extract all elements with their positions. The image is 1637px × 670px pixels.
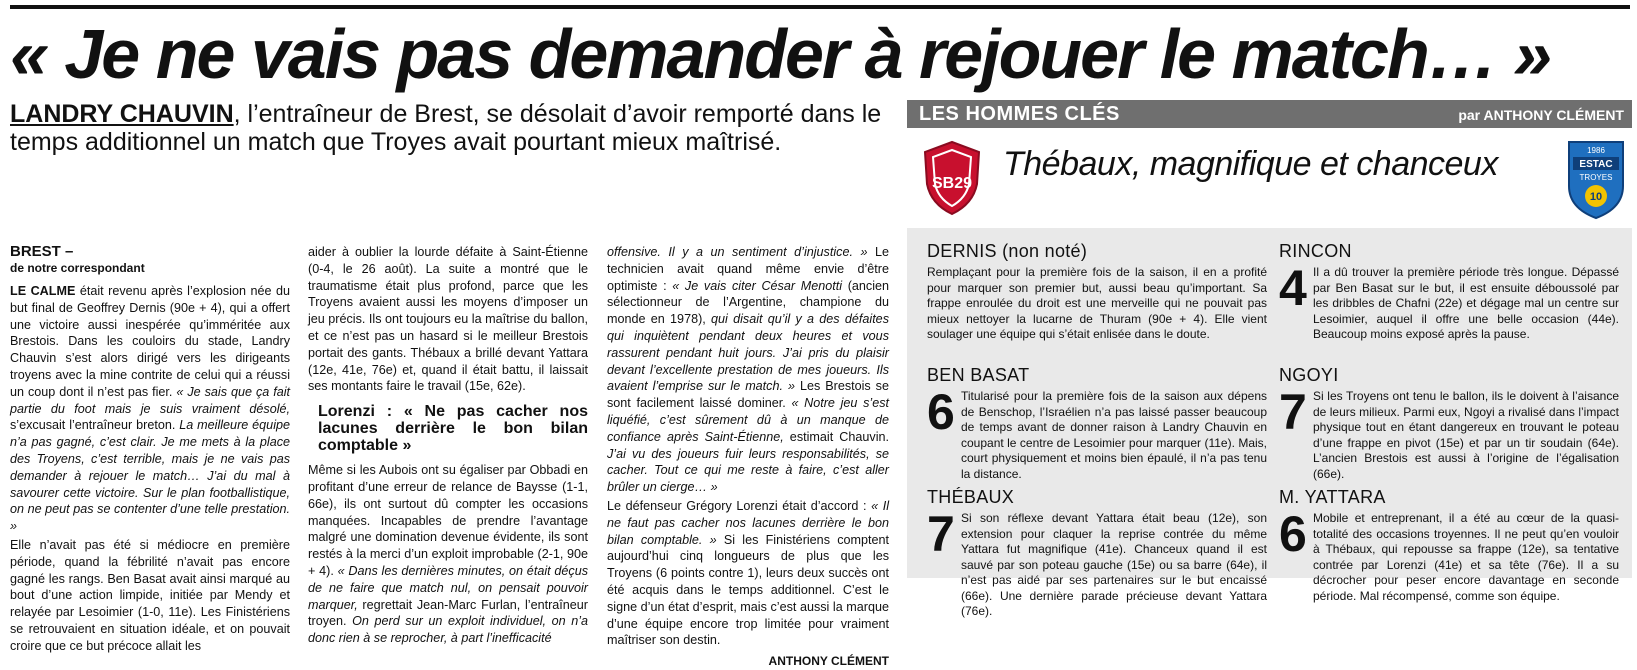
player-grade: 7 xyxy=(927,506,955,562)
paragraph xyxy=(308,462,588,647)
player-text: Il a dû trouver la première période très longue. Dépassé par Ben Basat sur le but, il est ensuite déboussolé par les dribbles de Chafni (22e) et dégage mal un centre sur Lesoimier, auquel il offre une belle occasion (44e). Beaucoup moins exposé après la pause. xyxy=(1313,265,1619,341)
player-name: RINCON xyxy=(1279,241,1352,261)
article-byline: ANTHONY CLÉMENT xyxy=(768,654,889,669)
player-body xyxy=(927,265,1267,343)
player-grade: 4 xyxy=(1279,260,1307,316)
key-players-panel xyxy=(907,100,1632,618)
player-grade: 7 xyxy=(1279,384,1307,440)
article-subhead: Lorenzi : « Ne pas cacher nos lacunes derrière le bon bilan comptable » xyxy=(318,403,588,455)
article-column-1 xyxy=(10,283,290,657)
dateline-correspondent: de notre correspondant xyxy=(10,261,145,275)
player-name: NGOYI xyxy=(1279,365,1339,385)
player-grade: 6 xyxy=(1279,506,1307,562)
player-name: DERNIS (non noté) xyxy=(927,241,1088,261)
quote: offensive. Il y a un sentiment d’injustice. » xyxy=(607,245,868,259)
text-run: s’excusait l’entraîneur breton. xyxy=(10,418,180,433)
lead-in: LE CALME xyxy=(10,284,76,298)
player-text: Remplaçant pour la première fois de la saison, il en a profité pour marquer son premier but, aussi beau qu’important. Sa frappe enroulée du droit est une merveille qui ne pouvait pas mieux nettoyer la lucarne de Thuram (90e + 4). Elle vient soulager une équipe qui s’était enlisée dans le doute. xyxy=(927,265,1267,341)
dateline xyxy=(10,244,290,276)
text-run: regrettait Jean-Marc Furlan, l’entraîneur troyen. xyxy=(308,597,588,629)
crest-left-text: SB29 xyxy=(931,175,973,192)
article-deck xyxy=(10,100,890,156)
player-body xyxy=(927,384,1267,482)
player-text: Si son réflexe devant Yattara était beau (12e), son extension pour claquer la reprise contrée du même Yattara fut magnifique (41e). Chanceux quand il est sauvé par son poteau gauche (15e) ou sa barre (64e), il n’est pas aidé par ses partenaires sur le but encaissé (66e). Une dernière parade précieuse devant Yattara (76e). xyxy=(961,511,1267,618)
paragraph xyxy=(10,283,290,535)
player-card xyxy=(927,240,1267,343)
quote: « Dans les dernières minutes, on était déçus de ne faire que match nul, on pensait pouvoir marquer, xyxy=(308,563,588,612)
quote: « Notre jeu s’est liquéfié, c’est sûrement dû à un manque de confiance après Saint-Étienne, xyxy=(607,396,890,444)
player-card xyxy=(1279,486,1619,604)
text-run: (ancien sélectionneur de l’Argentine, champione du monde en 1978), xyxy=(607,278,889,327)
dateline-place: BREST – xyxy=(10,243,74,260)
player-grade: 6 xyxy=(927,384,955,440)
deck-text: , l’entraîneur de Brest, se désolait d’avoir remporté dans le temps additionnel un match que Troyes avait pourtant mieux maîtrisé. xyxy=(10,100,882,156)
player-text: Si les Troyens ont tenu le ballon, ils le doivent à l’aisance de leurs milieux. Parmi eux, Ngoyi a rivalisé dans l’impact physique tout en étant dangereux en trouvant le poteau d’une frappe en pivot (15e) et par un tir soudain (64e). L’ancien Brestois est aussi à l’origine de l’égalisation (66e). xyxy=(1313,389,1619,481)
quote: J’ai vu des joueurs fuir leurs responsabilités, se cacher. Tout ce qui me reste à faire, c’est aller brûler un cierge… » xyxy=(607,446,889,495)
deck-subject: LANDRY CHAUVIN xyxy=(10,100,234,128)
text-run: était revenu après l’explosion née du but final de Geoffrey Dernis (90e + 4), qui a offert une victoire aussi inespérée qu’imméritée aux Brestois. Dans les couloirs du stade, Landry Chauvin s’est alors dirigé vers les dirigeants troyens avec la mine contrite de celui qui a réussi un coup dont il n’est pas fier. xyxy=(10,284,290,399)
text-run: Si les Finistériens comptent aujourd’hui cinq longueurs de plus que les Troyens (6 points contre 1), leurs deux succès ont été acquis dans le temps additionnel. C’est le signe d’un état d’esprit, mais c’est aussi la marque d’une équipe encore trop limitée pour vraiment maîtriser son destin. xyxy=(607,532,890,648)
player-name: BEN BASAT xyxy=(927,365,1030,385)
quote: « Il ne faut pas cacher nos lacunes derrière le bon bilan comptable. » xyxy=(607,498,889,547)
quote: « Je vais citer César Menotti xyxy=(672,278,843,293)
player-name: M. YATTARA xyxy=(1279,487,1386,507)
paragraph: Elle n’avait pas été si médiocre en première période, quand la fébrilité n’avait pas encore gagné les rangs. Ben Basat avait ainsi marqué au bout d’une action limpide, initiée par Mendy et relayée par Lesoimier (1-0, 11e). Les Finistériens se retrouvaient en situation idéale, et on pouvait croire que ce but précoce allait les xyxy=(10,537,290,653)
paragraph: aider à oublier la lourde défaite à Saint-Étienne (0-4, le 26 août). La suite a montré que le traumatisme était plus profond, parce que les Troyens avaient aussi les moyens d’imposer un jeu précis. Ils ont toujours eu la maîtrise du ballon, et ce n’est pas un hasard si le meilleur Brestois portait des gants. Thébaux a brillé devant Yattara (12e, 41e, 76e) et, quand il était battu, il laissait ses montants faire le travail (15e, 62e). xyxy=(308,245,589,394)
player-card xyxy=(927,486,1267,620)
player-card xyxy=(1279,364,1619,482)
text-run: Les Brestois se sont facilement laissé dominer. xyxy=(607,379,889,411)
player-card xyxy=(1279,240,1619,343)
crest-right-name: ESTAC xyxy=(1579,159,1613,170)
player-body xyxy=(1279,260,1619,343)
text-run: Le défenseur Grégory Lorenzi était d’accord : xyxy=(607,498,872,513)
article-column-2 xyxy=(308,244,588,649)
text-run: Le technicien avait quand même envie d’être optimiste : xyxy=(607,245,889,293)
text-run: estimait Chauvin. xyxy=(783,429,889,444)
crest-right-number: 10 xyxy=(1589,191,1603,203)
player-body xyxy=(1279,506,1619,604)
player-text: Titularisé pour la première fois de la saison aux dépens de Benschop, l’Israélien n’a pas laissé passer beaucoup de temps avant de donner raison à Landry Chauvin en coupant le centre de Lesoimier pour marquer (11e). Mais, court physiquement et moins bien épaulé, il n’a pas tenu la distance. xyxy=(961,389,1267,481)
panel-credit: par ANTHONY CLÉMENT xyxy=(1458,107,1624,123)
paragraph xyxy=(607,498,889,649)
top-rule xyxy=(10,5,1630,9)
player-text: Mobile et entreprenant, il a été au cœur de la quasi-totalité des occasions troyennes. Il ne peut qu’en vouloir à Thébaux, qui repousse sa frappe (12e), sa tentative contrée par Lorenzi (41e) et sa tête (76e). Il a su décrocher pour peser encore davantage en seconde période. Mal récompensé, comme son équipe. xyxy=(1313,511,1619,603)
article-column-3 xyxy=(607,244,889,670)
panel-header xyxy=(907,100,1632,128)
player-name: THÉBAUX xyxy=(927,487,1015,507)
stade-brestois-crest-icon xyxy=(921,140,983,216)
paragraph xyxy=(607,244,889,496)
quote: La meilleure équipe n’a pas gagné, c’est clair. Je me mets à la place des Troyens, c’est terrible, mais je ne vais pas demander à rejouer le match… J’ai du mal à savourer cette victoire. Sur le plan footballistique, on ne peut pas se contenter d’une telle prestation. » xyxy=(10,418,290,534)
crest-right-year: 1986 xyxy=(1587,146,1605,155)
text-run: Même si les Aubois ont su égaliser par Obbadi en profitant d’une erreur de relance de Baysse (1-1, 66e), ils ont surtout dû compter les occasions manquées. Incapables de prendre l’avantage malgré une domination devenue évidente, ils sont restés à la merci d’un exploit improbable (2-1, 90e + 4). xyxy=(308,463,588,578)
quote: qui disait qu’il y a des défaites qui inquiètent pendant deux heures et vous rassurent pendant huit jours. J’ai pris du plaisir devant l’excellente prestation de mes joueurs. Ils avaient l’emprise sur le match. » xyxy=(607,312,889,394)
player-body xyxy=(1279,384,1619,482)
panel-headline: Thébaux, magnifique et chanceux xyxy=(1003,145,1498,183)
quote: « Je sais que ça fait partie du foot mais je suis vraiment désolé, xyxy=(10,384,291,416)
quote: On perd sur un exploit individuel, on n’a donc rien à se reprocher, à part l’inefficacité xyxy=(308,614,589,646)
estac-troyes-crest-icon xyxy=(1565,136,1627,220)
player-card xyxy=(927,364,1267,482)
article-headline: « Je ne vais pas demander à rejouer le match… » xyxy=(10,15,1551,93)
panel-title: LES HOMMES CLÉS xyxy=(919,103,1120,125)
player-body xyxy=(927,506,1267,620)
crest-right-sub: TROYES xyxy=(1579,173,1613,182)
